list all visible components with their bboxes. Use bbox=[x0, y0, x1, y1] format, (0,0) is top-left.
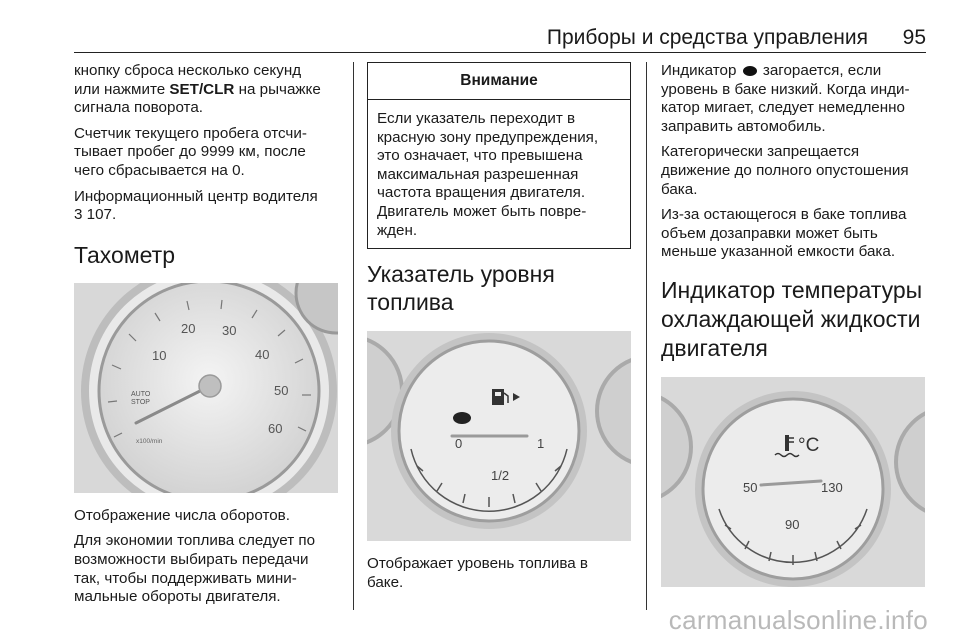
paragraph bbox=[661, 206, 929, 262]
right-column bbox=[661, 62, 929, 587]
text-line: Из-за остающегося в баке топлива bbox=[661, 206, 907, 224]
text-line: на рычажке bbox=[234, 80, 321, 98]
temp-label: 50 bbox=[743, 479, 758, 495]
fuel-label: 0 bbox=[455, 436, 463, 452]
text-line: объем дозаправки может быть bbox=[661, 224, 878, 242]
section-heading: Тахометр bbox=[74, 241, 176, 268]
tachometer-photo bbox=[74, 283, 338, 493]
text-line: загорается, если bbox=[758, 62, 882, 79]
fuel-warning-lamp bbox=[453, 412, 471, 424]
paragraph bbox=[74, 62, 344, 118]
text-line: заправить автомобиль. bbox=[661, 117, 826, 135]
left-column bbox=[74, 62, 344, 614]
tacho-number: 60 bbox=[268, 420, 283, 436]
tacho-number: 50 bbox=[274, 382, 289, 398]
tacho-unit: x100/min bbox=[136, 437, 163, 445]
page-number: 95 bbox=[902, 26, 926, 49]
temp-unit: °C bbox=[798, 434, 820, 456]
autostop-label: AUTO bbox=[131, 390, 151, 398]
text-line: Если указатель переходит в bbox=[377, 110, 576, 127]
tacho-number: 10 bbox=[152, 347, 167, 363]
text-line: частота вращения двигателя. bbox=[377, 184, 586, 202]
text-line: катор мигает, следует немедленно bbox=[661, 99, 905, 117]
paragraph bbox=[661, 143, 929, 199]
text-line: мальные обороты двигателя. bbox=[74, 588, 281, 606]
text-line: жден. bbox=[377, 221, 418, 239]
paragraph bbox=[74, 188, 344, 225]
column-divider bbox=[646, 62, 647, 610]
text-line: или нажмите bbox=[74, 80, 170, 98]
tacho-number: 40 bbox=[255, 346, 270, 362]
column-divider bbox=[353, 62, 354, 610]
middle-column bbox=[367, 62, 631, 599]
warning-body bbox=[368, 100, 630, 248]
warning-box bbox=[367, 62, 631, 249]
text-line: это означает, что превышена bbox=[377, 147, 583, 165]
text-line: движение до полного опустошения bbox=[661, 161, 909, 179]
section-heading bbox=[661, 276, 929, 363]
tacho-number: 20 bbox=[181, 320, 196, 336]
paragraph bbox=[661, 62, 929, 136]
paragraph bbox=[74, 125, 344, 181]
text-line: Информационный центр водителя bbox=[74, 187, 318, 205]
text-line: красную зону предупреждения, bbox=[377, 128, 599, 146]
button-name-bold: SET/CLR bbox=[169, 80, 235, 98]
paragraph bbox=[74, 532, 344, 606]
page-reference[interactable]: 3 107. bbox=[74, 206, 117, 224]
text-line: Для экономии топлива следует по bbox=[74, 532, 316, 550]
heading-line: Индикатор температуры bbox=[661, 276, 923, 303]
coolant-gauge-photo bbox=[661, 377, 925, 587]
section-heading: Указатель уровня топлива bbox=[367, 261, 555, 316]
fuel-label: 1/2 bbox=[491, 468, 510, 484]
heading-line: двигателя bbox=[661, 334, 768, 361]
text-line: сигнала поворота. bbox=[74, 99, 204, 117]
watermark: carmanualsonline.info bbox=[668, 605, 928, 635]
text-line: Категорически запрещается bbox=[661, 143, 860, 161]
temp-label: 90 bbox=[785, 516, 800, 532]
text-line: меньше указанной емкости бака. bbox=[661, 243, 896, 261]
fuel-label: 1 bbox=[537, 436, 545, 452]
text-line: Счетчик текущего пробега отсчи- bbox=[74, 124, 307, 142]
heading-line: охлаждающей жидкости bbox=[661, 305, 921, 332]
autostop-label: STOP bbox=[131, 398, 150, 406]
temp-label: 130 bbox=[821, 479, 843, 495]
header-title: Приборы и средства управления bbox=[546, 26, 868, 49]
text-line: Двигатель может быть повре- bbox=[377, 202, 587, 220]
fuel-indicator-icon bbox=[743, 66, 757, 76]
text-line: возможности выбирать передачи bbox=[74, 550, 309, 568]
warning-text bbox=[377, 110, 622, 240]
text-line: Отображает уровень топлива в bbox=[367, 555, 588, 573]
text-line: бака. bbox=[661, 180, 698, 198]
fuel-gauge-photo bbox=[367, 331, 631, 541]
text-line: так, чтобы поддерживать мини- bbox=[74, 569, 297, 587]
figure-caption: Отображение числа оборотов. bbox=[74, 506, 290, 524]
text-line: Индикатор bbox=[661, 62, 741, 79]
text-line: уровень в баке низкий. Когда инди- bbox=[661, 80, 910, 98]
text-line: баке. bbox=[367, 573, 404, 591]
warning-title: Внимание bbox=[368, 63, 630, 100]
text-line: максимальная разрешенная bbox=[377, 165, 579, 183]
figure-caption bbox=[367, 555, 631, 592]
text-line: кнопку сброса несколько секунд bbox=[74, 62, 302, 79]
text-line: чего сбрасывается на 0. bbox=[74, 161, 245, 179]
page-header bbox=[74, 22, 926, 53]
needle-hub bbox=[199, 375, 221, 397]
tacho-number: 30 bbox=[222, 322, 237, 338]
text-line: тывает пробег до 9999 км, после bbox=[74, 143, 306, 161]
